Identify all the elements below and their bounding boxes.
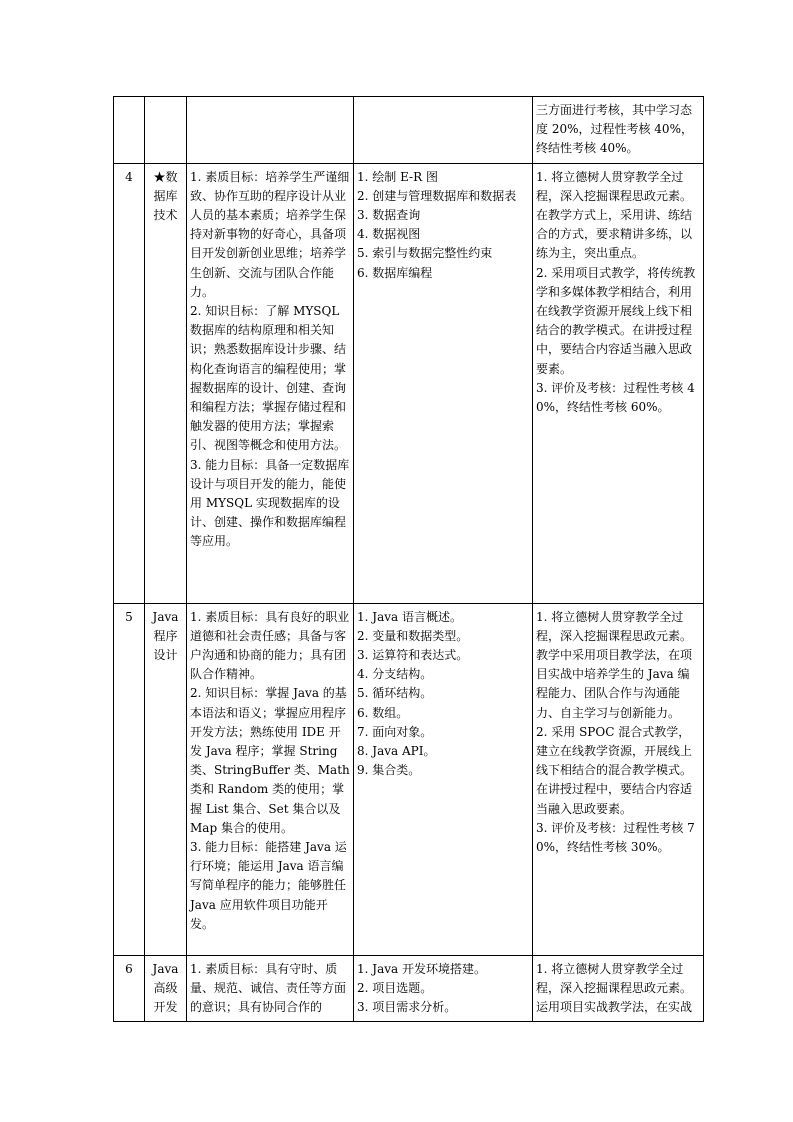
course-requirements [533, 603, 704, 955]
goal-item: 3. 能力目标：具备一定数据库设计与项目开发的能力，能使用 MYSQL 实现数据库的设计、创建、操作和数据库编程等应用。 [190, 457, 350, 549]
goal-item: 3. 能力目标：能搭建 Java 运行环境；能运用 Java 语言编写简单程序的能力；能够胜任 Java 应用软件项目功能开发。 [190, 840, 347, 931]
course-name: ★数据库技术 [145, 163, 187, 603]
content-item: 1. Java 语言概述。 [357, 609, 462, 624]
requirement-item: 3. 评价及考核：过程性考核 70%，终结性考核 30%。 [536, 820, 695, 855]
requirement-item: 1. 将立德树人贯穿教学全过程，深入挖掘课程思政元素。在教学方式上，采用讲、练结合的方式，要求精讲多练，以练为主，突出重点。 [536, 169, 693, 261]
course-number: 6 [114, 955, 145, 1022]
requirement-item: 2. 采用项目式教学，将传统教学和多媒体教学相结合，利用在线教学资源开展线上线下相结合的教学模式。在讲授过程中，要结合内容适当融入思政要素。 [536, 265, 696, 376]
requirement-item: 1. 将立德树人贯穿教学全过程，深入挖掘课程思政元素。教学中采用项目教学法，在项目实战中培养学生的 Java 编程能力、团队合作与沟通能力、自主学习与创新能力。 [536, 609, 693, 720]
content-item: 6. 数组。 [357, 705, 409, 720]
table-row [114, 955, 704, 1022]
course-requirements [533, 97, 704, 164]
content-item: 2. 创建与管理数据库和数据表 [357, 188, 517, 203]
content-item: 3. 数据查询 [357, 208, 421, 223]
requirement-item: 三方面进行考核，其中学习态度 20%，过程性考核 40%，终结性考核 40%。 [536, 103, 693, 156]
content-item: 6. 数据库编程 [357, 265, 433, 280]
content-item: 9. 集合类。 [357, 763, 421, 778]
course-contents [354, 603, 533, 955]
course-contents [354, 97, 533, 164]
content-item: 4. 数据视图 [357, 227, 421, 242]
course-goals [187, 163, 354, 603]
requirement-item: 1. 将立德树人贯穿教学全过程，深入挖掘课程思政元素。运用项目实战教学法，在实战 [536, 961, 693, 1015]
content-item: 5. 索引与数据完整性约束 [357, 246, 493, 261]
content-item: 8. Java API。 [357, 744, 436, 759]
table-row [114, 97, 704, 164]
content-item: 3. 运算符和表达式。 [357, 648, 469, 663]
content-item: 7. 面向对象。 [357, 724, 433, 739]
course-name [145, 97, 187, 164]
course-table [113, 96, 704, 1022]
content-item: 3. 项目需求分析。 [357, 1000, 457, 1015]
course-requirements [533, 955, 704, 1022]
course-goals [187, 955, 354, 1022]
course-name: Java 程序设计 [145, 603, 187, 955]
goal-item: 2. 知识目标：了解 MYSQL 数据库的结构原理和相关知识；熟悉数据库设计步骤、结构化查询语言的编程使用；掌握数据库的设计、创建、查询和编程方法；掌握存储过程和触发器的使用方法；掌握索引、视图等概念和使用方法。 [190, 304, 347, 453]
content-item: 1. 绘制 E-R 图 [357, 169, 438, 184]
content-item: 2. 变量和数据类型。 [357, 628, 469, 643]
course-number [114, 97, 145, 164]
requirement-item: 3. 评价及考核：过程性考核 40%，终结性考核 60%。 [536, 380, 695, 415]
goal-item: 1. 素质目标：培养学生严谨细致、协作互助的程序设计从业人员的基本素质；培养学生保持对新事物的好奇心，具备项目开发创新创业思维；培养学生创新、交流与团队合作能力。 [190, 169, 350, 299]
table-row [114, 603, 704, 955]
course-name: Java 高级开发 [145, 955, 187, 1022]
course-goals [187, 97, 354, 164]
goal-item: 1. 素质目标：具有守时、质量、规范、诚信、责任等方面的意识；具有协同合作的 [190, 961, 347, 1015]
content-item: 5. 循环结构。 [357, 686, 433, 701]
goal-item: 1. 素质目标：具有良好的职业道德和社会责任感；具备与客户沟通和协商的能力；具有团队合作精神。 [190, 609, 350, 682]
requirement-item: 2. 采用 SPOC 混合式教学，建立在线教学资源，开展线上线下相结合的混合教学模式。在讲授过程中，要结合内容适当融入思政要素。 [536, 724, 693, 816]
content-item: 2. 项目选题。 [357, 980, 433, 995]
course-requirements [533, 163, 704, 603]
course-goals [187, 603, 354, 955]
course-contents [354, 955, 533, 1022]
table-row [114, 163, 704, 603]
goal-item: 2. 知识目标：掌握 Java 的基本语法和语义；掌握应用程序开发方法；熟练使用 IDE 开发 Java 程序；掌握 String 类、StringBuffer 类、Math 类和 Random 类的使用；掌握 List 集合、Set 集合以及 Map 集合的使用。 [190, 686, 350, 835]
course-contents [354, 163, 533, 603]
content-item: 4. 分支结构。 [357, 667, 433, 682]
course-number: 5 [114, 603, 145, 955]
course-number: 4 [114, 163, 145, 603]
content-item: 1. Java 开发环境搭建。 [357, 961, 486, 976]
